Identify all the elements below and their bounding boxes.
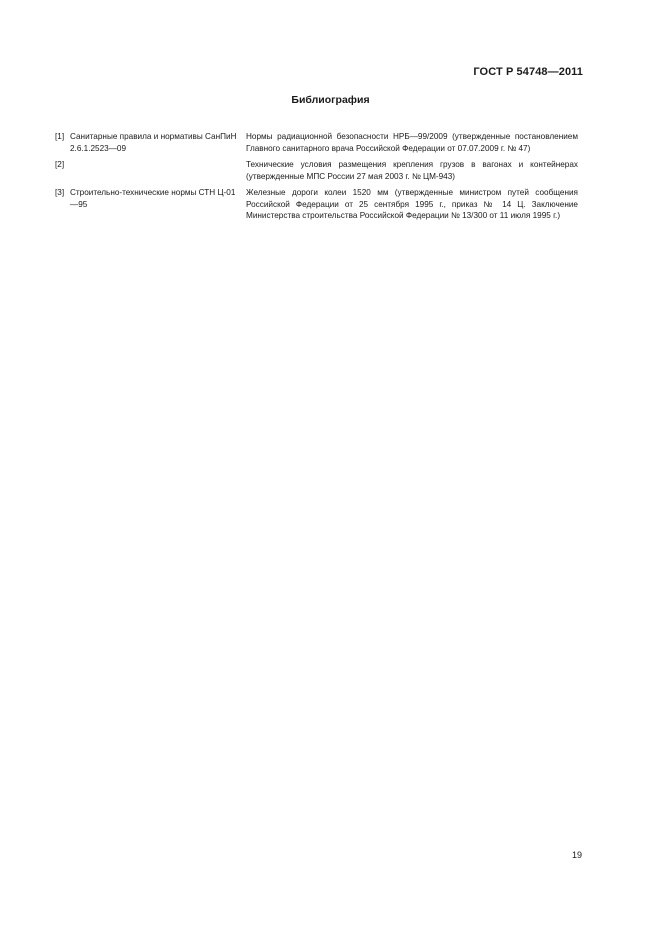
entry-description: Технические условия размещения крепления грузов в вагонах и контейнерах (утвержденные МПС России 27 мая 2003 г. № ЦМ-943) xyxy=(246,160,578,181)
entry-number: [3] xyxy=(55,188,65,197)
entry-description: Нормы радиационной безопасности НРБ—99/2009 (утвержденные постановлением Главного санитарного врача Российской Федерации от 07.07.2009 г. № 47) xyxy=(246,132,578,153)
bibliography-entry-1 xyxy=(55,131,578,154)
bibliography-entry-3 xyxy=(55,187,578,222)
entry-description: Железные дороги колеи 1520 мм (утвержденные министром путей сообщения Российской Федерации от 25 сентября 1995 г., приказ № 14 Ц. Заключение Министерства строительства Российской Федерации № 13/300 от 11 июля 1995 г.) xyxy=(246,188,578,220)
bibliography-entry-2 xyxy=(55,159,578,182)
entry-number: [2] xyxy=(55,160,65,169)
bibliography-title: Библиография xyxy=(291,94,370,106)
bibliography-list xyxy=(55,131,578,227)
standard-code-header: ГОСТ Р 54748—2011 xyxy=(473,66,583,78)
entry-name: Санитарные правила и нормативы СанПиН 2.6.1.2523—09 xyxy=(70,132,237,153)
page-number: 19 xyxy=(571,850,582,860)
entry-number: [1] xyxy=(55,132,65,141)
entry-name xyxy=(70,159,246,182)
entry-name: Строительно-технические нормы СТН Ц-01—95 xyxy=(70,188,236,209)
